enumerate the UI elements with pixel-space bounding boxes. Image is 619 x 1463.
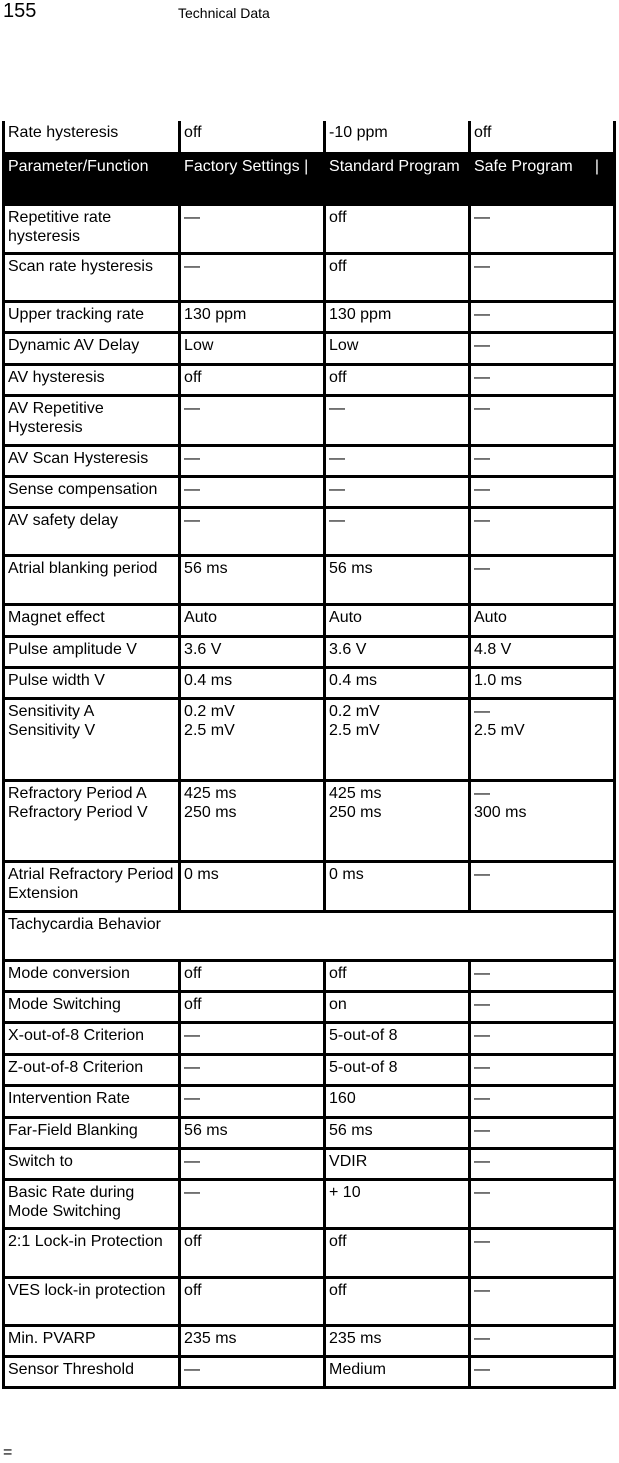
factory-settings-cell: —	[180, 395, 325, 445]
standard-program-cell: —	[325, 445, 470, 476]
factory-settings-cell: off	[180, 991, 325, 1022]
table-row	[4, 395, 615, 445]
factory-settings-cell: 235 ms	[180, 1325, 325, 1356]
column-header-safe-program: Safe Program |	[469, 153, 614, 204]
standard-program-cell: 130 ppm	[325, 301, 470, 332]
standard-program-cell: 56 ms	[325, 1117, 470, 1148]
parameter-cell: Z-out-of-8 Criterion	[4, 1054, 180, 1085]
safe-program-cell: —	[469, 1054, 614, 1085]
sensitivity-a-standard: 0.2 mV	[329, 702, 380, 720]
standard-program-cell: VDIR	[325, 1148, 470, 1179]
parameter-cell: X-out-of-8 Criterion	[4, 1022, 180, 1054]
standard-program-cell: -10 ppm	[325, 121, 470, 153]
parameter-cell: Magnet effect	[4, 604, 180, 636]
factory-settings-cell	[180, 780, 325, 861]
sensitivity-v-factory: 2.5 mV	[184, 721, 235, 739]
parameter-cell: AV safety delay	[4, 507, 180, 555]
standard-program-cell: 235 ms	[325, 1325, 470, 1356]
table-row	[4, 253, 615, 301]
sensitivity-v-label: Sensitivity V	[8, 721, 96, 739]
technical-data-table	[2, 121, 616, 1389]
table-row	[4, 1085, 615, 1117]
safe-program-cell: —	[469, 1179, 614, 1228]
table-row	[4, 667, 615, 698]
table-row	[4, 1325, 615, 1356]
safe-program-cell: —	[469, 1148, 614, 1179]
standard-program-cell: —	[325, 476, 470, 507]
parameter-cell: Scan rate hysteresis	[4, 253, 180, 301]
sensitivity-a-label: Sensitivity A	[8, 702, 95, 720]
refractory-period-v-label: Refractory Period V	[8, 803, 148, 821]
safe-program-cell: —	[469, 1325, 614, 1356]
standard-program-cell: + 10	[325, 1179, 470, 1228]
table-row	[4, 636, 615, 667]
safe-program-cell: —	[469, 1228, 614, 1277]
safe-program-cell: —	[469, 476, 614, 507]
table-row	[4, 1179, 615, 1228]
standard-program-cell: off	[325, 960, 470, 991]
factory-settings-cell: —	[180, 1356, 325, 1387]
factory-settings-cell: 0.4 ms	[180, 667, 325, 698]
parameter-cell: AV Repetitive Hysteresis	[4, 395, 180, 445]
standard-program-cell: Low	[325, 332, 470, 364]
column-header-standard-program: Standard Program	[325, 153, 470, 204]
parameter-cell: Far-Field Blanking	[4, 1117, 180, 1148]
factory-settings-cell: —	[180, 1148, 325, 1179]
parameter-cell: Sense compensation	[4, 476, 180, 507]
factory-settings-cell: Low	[180, 332, 325, 364]
table-row	[4, 445, 615, 476]
factory-settings-cell: off	[180, 1277, 325, 1325]
factory-settings-cell: 56 ms	[180, 555, 325, 604]
parameter-cell: Atrial blanking period	[4, 555, 180, 604]
table-row	[4, 1148, 615, 1179]
parameter-cell: Repetitive rate hysteresis	[4, 204, 180, 253]
sensitivity-v-standard: 2.5 mV	[329, 721, 380, 739]
standard-program-cell: —	[325, 507, 470, 555]
parameter-cell: Upper tracking rate	[4, 301, 180, 332]
parameter-cell: Basic Rate during Mode Switching	[4, 1179, 180, 1228]
safe-program-cell	[469, 698, 614, 780]
safe-program-cell: —	[469, 1356, 614, 1387]
parameter-cell: Min. PVARP	[4, 1325, 180, 1356]
table-row	[4, 1022, 615, 1054]
factory-settings-cell: —	[180, 507, 325, 555]
table-row	[4, 604, 615, 636]
table-row	[4, 507, 615, 555]
table-row	[4, 555, 615, 604]
parameter-cell: Switch to	[4, 1148, 180, 1179]
parameter-cell: Pulse amplitude V	[4, 636, 180, 667]
safe-program-cell: —	[469, 1022, 614, 1054]
standard-program-cell: 0.4 ms	[325, 667, 470, 698]
safe-program-cell: —	[469, 332, 614, 364]
refractory-period-v-safe: 300 ms	[473, 803, 527, 821]
table-header-row	[4, 153, 615, 204]
standard-program-cell: on	[325, 991, 470, 1022]
factory-settings-cell: —	[180, 445, 325, 476]
safe-program-cell: —	[469, 960, 614, 991]
standard-program-cell: off	[325, 1228, 470, 1277]
table-row	[4, 1277, 615, 1325]
table-row	[4, 698, 615, 780]
standard-program-cell: 5-out-of 8	[325, 1054, 470, 1085]
safe-program-cell: off	[469, 121, 614, 153]
column-header-parameter: Parameter/Function	[4, 153, 180, 204]
safe-program-cell: —	[469, 1085, 614, 1117]
parameter-cell: Sensor Threshold	[4, 1356, 180, 1387]
factory-settings-cell: off	[180, 960, 325, 991]
table-row	[4, 332, 615, 364]
refractory-period-a-safe: —	[473, 784, 490, 802]
factory-settings-cell: off	[180, 1228, 325, 1277]
parameter-cell: Intervention Rate	[4, 1085, 180, 1117]
standard-program-cell: 56 ms	[325, 555, 470, 604]
table-row	[4, 301, 615, 332]
factory-settings-cell: —	[180, 204, 325, 253]
footer-mark: =	[3, 1444, 13, 1461]
standard-program-cell: off	[325, 204, 470, 253]
standard-program-cell: off	[325, 253, 470, 301]
refractory-period-a-label: Refractory Period A	[8, 784, 147, 802]
parameter-cell	[4, 698, 180, 780]
section-title: Technical Data	[178, 5, 270, 21]
section-heading: Tachycardia Behavior	[4, 911, 615, 960]
parameter-cell: 2:1 Lock-in Protection	[4, 1228, 180, 1277]
table-row	[4, 1356, 615, 1387]
table-row	[4, 1117, 615, 1148]
table-row	[4, 991, 615, 1022]
factory-settings-cell: —	[180, 1179, 325, 1228]
parameter-cell: Pulse width V	[4, 667, 180, 698]
safe-program-cell: —	[469, 301, 614, 332]
safe-program-cell: —	[469, 991, 614, 1022]
parameter-cell: AV hysteresis	[4, 364, 180, 395]
safe-program-cell: —	[469, 1117, 614, 1148]
factory-settings-cell: —	[180, 1054, 325, 1085]
safe-program-cell: Auto	[469, 604, 614, 636]
table-row	[4, 1054, 615, 1085]
sensitivity-a-safe: —	[473, 702, 490, 720]
factory-settings-cell	[180, 698, 325, 780]
standard-program-cell: Auto	[325, 604, 470, 636]
section-row	[4, 911, 615, 960]
safe-program-cell: 1.0 ms	[469, 667, 614, 698]
factory-settings-cell: Auto	[180, 604, 325, 636]
factory-settings-cell: —	[180, 1085, 325, 1117]
safe-program-cell: —	[469, 364, 614, 395]
table-row	[4, 861, 615, 911]
factory-settings-cell: off	[180, 364, 325, 395]
safe-program-cell: 4.8 V	[469, 636, 614, 667]
safe-program-cell: —	[469, 253, 614, 301]
parameter-cell: VES lock-in protection	[4, 1277, 180, 1325]
standard-program-cell	[325, 698, 470, 780]
factory-settings-cell: —	[180, 476, 325, 507]
safe-program-cell: —	[469, 1277, 614, 1325]
table-row	[4, 960, 615, 991]
factory-settings-cell: —	[180, 253, 325, 301]
safe-program-cell: —	[469, 861, 614, 911]
table-row	[4, 780, 615, 861]
safe-program-cell: —	[469, 204, 614, 253]
standard-program-cell: 5-out-of 8	[325, 1022, 470, 1054]
parameter-cell: Atrial Refractory Period Extension	[4, 861, 180, 911]
parameter-cell: Mode Switching	[4, 991, 180, 1022]
factory-settings-cell: 130 ppm	[180, 301, 325, 332]
table-row	[4, 121, 615, 153]
refractory-period-a-factory: 425 ms	[184, 784, 237, 802]
parameter-cell: Dynamic AV Delay	[4, 332, 180, 364]
table-row	[4, 476, 615, 507]
factory-settings-cell: —	[180, 1022, 325, 1054]
safe-program-cell: —	[469, 555, 614, 604]
table-row	[4, 364, 615, 395]
standard-program-cell: off	[325, 364, 470, 395]
parameter-cell: Mode conversion	[4, 960, 180, 991]
factory-settings-cell: 0 ms	[180, 861, 325, 911]
refractory-period-v-standard: 250 ms	[329, 803, 382, 821]
parameter-cell	[4, 780, 180, 861]
standard-program-cell: 0 ms	[325, 861, 470, 911]
factory-settings-cell: 56 ms	[180, 1117, 325, 1148]
safe-program-cell: —	[469, 445, 614, 476]
factory-settings-cell: 3.6 V	[180, 636, 325, 667]
parameter-cell: Rate hysteresis	[4, 121, 180, 153]
standard-program-cell: 160	[325, 1085, 470, 1117]
standard-program-cell: off	[325, 1277, 470, 1325]
standard-program-cell: —	[325, 395, 470, 445]
standard-program-cell: 3.6 V	[325, 636, 470, 667]
factory-settings-cell: off	[180, 121, 325, 153]
refractory-period-a-standard: 425 ms	[329, 784, 382, 802]
page-number: 155	[3, 0, 37, 22]
refractory-period-v-factory: 250 ms	[184, 803, 237, 821]
table-row	[4, 1228, 615, 1277]
sensitivity-v-safe: 2.5 mV	[473, 721, 525, 739]
table-row	[4, 204, 615, 253]
safe-program-cell: —	[469, 395, 614, 445]
parameter-cell: AV Scan Hysteresis	[4, 445, 180, 476]
column-header-factory-settings: Factory Settings |	[180, 153, 325, 204]
standard-program-cell	[325, 780, 470, 861]
safe-program-cell	[469, 780, 614, 861]
sensitivity-a-factory: 0.2 mV	[184, 702, 235, 720]
safe-program-cell: —	[469, 507, 614, 555]
standard-program-cell: Medium	[325, 1356, 470, 1387]
